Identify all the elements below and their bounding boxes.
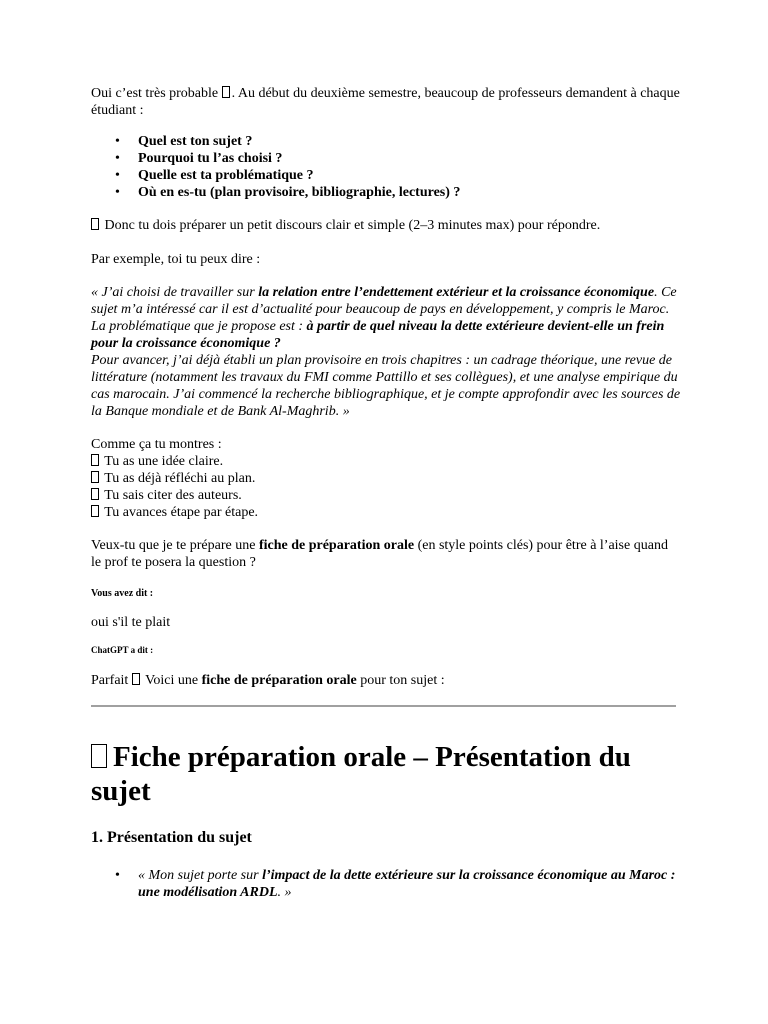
page-title: [91, 740, 681, 808]
emoji-placeholder-icon: [222, 86, 230, 98]
assistant-label: ChatGPT a dit :: [91, 645, 154, 655]
emoji-placeholder-icon: [91, 218, 99, 230]
check-emoji-icon: [91, 505, 99, 517]
reply-paragraph: [91, 672, 681, 689]
item-text: « Mon sujet porte sur: [138, 868, 263, 883]
intro-text-end: . Au début du deuxième semestre, beaucoup de professeurs demandent à chaque étudiant :: [91, 86, 680, 118]
section-title: 1. Présentation du sujet: [91, 829, 252, 846]
list-item: • Pourquoi tu l’as choisi ?: [138, 150, 681, 167]
item-text: . »: [277, 885, 292, 900]
prepare-text: Donc tu dois préparer un petit discours clair et simple (2–3 minutes max) pour répondre.: [101, 218, 601, 233]
reply-text: pour ton sujet :: [356, 673, 445, 688]
quote-problem-bold: à partir de quel niveau la dette extérieure devient-elle un frein pour la croissance économique ?: [91, 319, 665, 351]
item-bold: l’impact de la dette extérieure sur la croissance économique au Maroc : une modélisation ARDL: [138, 868, 676, 900]
reply-text: Parfait: [91, 673, 129, 688]
check-emoji-icon: [91, 454, 99, 466]
shows-item: Tu as une idée claire.: [101, 454, 224, 469]
shows-intro: Comme ça tu montres :: [91, 437, 222, 452]
emoji-placeholder-icon: [132, 673, 140, 685]
quote-text: . Ce sujet m’a intéressé car il est d’actualité pour beaucoup de pays en développement, y compris le Maroc. La problématique que je propose est :: [91, 285, 677, 334]
example-intro: Par exemple, toi tu peux dire :: [91, 252, 261, 267]
offer-bold: fiche de préparation orale: [258, 538, 415, 553]
quote-text: « J’ai choisi de travailler sur: [91, 285, 259, 300]
quote-text: Pour avancer, j’ai déjà établi un plan provisoire en trois chapitres : un cadrage théorique, une revue de littérature (notamment les travaux du FMI comme Pattillo et ses collègues), et une analyse empirique du cas marocain. J’ai commencé la recherche bibliographique, et je compte approfondir avec les sources de la Banque mondiale et de Bank Al-Maghrib. »: [91, 353, 681, 419]
shows-item: Tu avances étape par étape.: [101, 505, 259, 520]
list-item: • Quelle est ta problématique ?: [138, 167, 681, 184]
example-quote: [91, 284, 681, 420]
check-emoji-icon: [91, 471, 99, 483]
page-title-text: Fiche préparation orale – Présentation du sujet: [91, 741, 631, 807]
quote-topic-bold: la relation entre l’endettement extérieur et la croissance économique: [258, 285, 655, 300]
emoji-placeholder-icon: [91, 744, 107, 768]
section-divider: [91, 705, 676, 707]
offer-text: Veux-tu que je te prépare une: [91, 538, 259, 553]
list-item: • Quel est ton sujet ?: [138, 133, 681, 150]
document-page: [91, 85, 681, 901]
presentation-list: [91, 867, 681, 901]
user-message: oui s'il te plait: [91, 615, 171, 630]
user-label: Vous avez dit :: [91, 588, 154, 599]
shows-item: Tu sais citer des auteurs.: [101, 488, 242, 503]
check-emoji-icon: [91, 488, 99, 500]
intro-text-start: Oui c’est très probable: [91, 86, 219, 101]
reply-text: Voici une: [141, 673, 202, 688]
shows-item: Tu as déjà réfléchi au plan.: [101, 471, 256, 486]
question-list: [91, 133, 681, 201]
prepare-paragraph: [91, 217, 681, 234]
intro-paragraph: [91, 85, 681, 119]
reply-bold: fiche de préparation orale: [201, 673, 357, 688]
list-item: [138, 867, 681, 901]
offer-paragraph: [91, 537, 681, 571]
list-item: • Où en es-tu (plan provisoire, bibliographie, lectures) ?: [138, 184, 681, 201]
shows-paragraph: [91, 436, 681, 521]
offer-text: (en style points clés) pour être à l’aise quand le prof te posera la question ?: [91, 538, 668, 570]
